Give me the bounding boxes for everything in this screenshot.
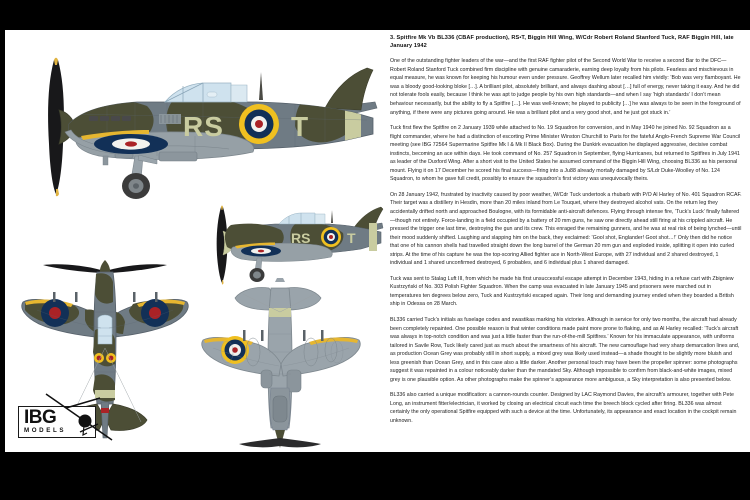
logo-airplane-nose [79, 415, 92, 428]
fuselage-roundel-small [321, 227, 341, 247]
fuselage-vent [159, 114, 181, 124]
code-letters-left: RS [183, 111, 224, 142]
artwork-column [5, 30, 380, 452]
caption-paragraph-1: One of the outstanding fighter leaders of the war—and the first RAF fighter pilot of the Second World War to receive a second Bar to the DFC—Robert Roland Stanford Tuck combined firm discipline with genuine camaraderie, earning deep loyalty from his pilots. Fearless and mischievous in equal measure, he was known for keeping his humour even under pressure. Geoffrey Wellum later recalled him vividly: ‘Bob was very flamboyant. He was a bloody good-looking bloke […]. A brilliant pilot, absolutely brilliant, and always dashing about […] full of energy, never taking it easy. And he did not tolerate fools easily, because I think he was apt to judge people by his own high standards—and when I say ‘high standards’ I don’t mean behaviour necessarily, but the ability to fly a Spitfire […]. He was well-known; he played to publicity […] he was always to be seen in the foreground of anything, if there were any pictures going around. He was a brilliant pilot and a very good shot, and he just got stuck in.’ [390, 58, 741, 116]
radiator [159, 152, 197, 161]
main-undercarriage [122, 155, 157, 199]
profile-sheet-page [5, 30, 750, 452]
caption-paragraph-4: Tuck was sent to Stalag Luft III, from which he made his first unsuccessful escape attempt in December 1943, hiding in a refuse cart with Zbigniew Kustrzyński of No. 303 Polish Fighter Squadron. When the camp was evacuated in late January 1945 and prisoners were marched out in temperatures ten degrees below zero, Tuck and Kustrzyński escaped again. Their long and demanding journey ended when they boarded a British ship in Odessa on 28 March. [390, 275, 734, 308]
code-letters-right-small: T [347, 230, 356, 246]
caption-column [380, 30, 750, 452]
aerial-mast [259, 72, 263, 100]
caption-title: 3. Spitfire Mk Vb BL336 (CBAF production), RS•T, Biggin Hill Wing, W/Cdr Robert Roland Stanford Tuck, RAF Biggin Hill, late January 1942 [390, 35, 734, 50]
oil-cooler-under [261, 370, 272, 388]
logo-brand-text: IBG [24, 407, 57, 428]
canopy-small [279, 213, 325, 224]
logo-subtitle-text: MODELS [24, 427, 67, 434]
underwing-roundel [94, 134, 168, 154]
logo-airplane-icon [14, 392, 132, 444]
ibg-models-logo [14, 392, 132, 444]
view-port-side-profile-large [7, 52, 377, 202]
caption-paragraph-3: On 28 January 1942, frustrated by inactivity caused by poor weather, W/Cdr Tuck undertook a rhubarb with P/O Al Harley of No. 401 Squadron RCAF. Their target was a distillery in Hesdin, more than 20 miles inland from Le Touquet, where they destroyed alcohol vats. On the return leg they accidentally drifted north and approached Boulogne, with its formidable anti-aircraft defences. Flying through intense fire, ‘Tuck’s Luck’ finally faltered—though not entirely. Force-landing in a field occupied by a battery of 20 mm guns, he saw one directly ahead still firing at his crippled aircraft. He pressed the trigger one last time, destroying the gun and its crew. This enraged the remaining gunners, and he was at real risk of being lynched—until their mood suddenly shifted. Laughing and slapping him on the back, they exclaimed: ‘Gool shot, Englander! Goot shot…!’ Only then did he notice that one of his cannon shells had travelled straight down the long barrel of the German 20 mm gun and exploded inside, splitting it open into curled strips. At the time of his capture he was the top-scoring Allied fighter ace in North-West Europe, with 27 individual and 2 shared destroyed, 1 individual and 1 shared unconfirmed destroyed, 6 probables, and 6 individual plus 1 shared damaged. [390, 191, 742, 267]
code-letters-left-small: RS [291, 230, 311, 246]
caption-paragraph-5: BL336 carried Tuck’s initials as fuselage codes and swastikas marking his victories. Although in service for only two months, the aircraft had already been completely repainted. One possible reason is that winter conditions made paint more prone to flaking, and as Al Harley recalled: ‘Tuck’s aircraft was always in top-notch condition and was just a little faster than the run-of-the-mill Spitfires.’ Known for his immaculate appearance, with uniforms tailored in Savile Row, Tuck likely cared just as much about the smartness of his aircraft. The new camouflage had very sharp demarcation lines and, as production Ocean Grey was probably still in short supply, a mixed grey was likely used instead—a shade thought to be slightly more bluish and less greenish than Ocean Grey, and in this case also a little darker. Another personal touch may have been the propeller spinner: some photographs suggest it was repainted in a colour noticeably darker than the mandated Sky. Although impossible to confirm from black-and-white images, mixed grey is one plausible option. As other photographs make the spinner’s appearance more ambiguous, a Sky interpretation is also presented below. [390, 316, 740, 383]
canopy [165, 83, 247, 102]
caption-paragraph-2: Tuck first flew the Spitfire on 2 January 1939 while attached to No. 19 Squadron for conversion, and in May 1940 he joined No. 92 Squadron as a flight commander, where he had a distinction of escorting Prime Minister Winston Churchill to Paris for the fateful Anglo-French Supreme War Council meeting (see IBG 72564 Supermarine Spitfire Mk I & Mk II Black Box). During the Dunkirk evacuation he displayed aggressive, decisive combat instincts, becoming an ace within days. He took command of No. 257 Squadron in September, flying Hurricanes, but returned to Spitfires in July 1941 as leader of the Duxford Wing. After a short visit to the United States he assumed command of the Biggin Hill Wing, choosing BL336 as his personal mount. Flying it on 17 December he scored his final success—firing into a Ju88 already mortally damaged by S/Ldr Duke-Woolley of No. 124 Squadron, to whom he gave full credit, possibly to ensure the squadron’s first victory was unequivocally theirs. [390, 125, 741, 183]
fuselage-roundel [239, 104, 279, 144]
caption-paragraph-6: BL336 also carried a unique modification: a cannon-rounds counter. Designed by LAC Raymond Davies, the aircraft’s armourer, together with Pete Long, an instrument fitter/electrician, it worked by closing an electrical circuit each time the breech block cycled after firing. BL336 was almost certainly the only operational Spitfire equipped with such a device at the time. Unfortunately, its appearance and exact location in the cockpit remain unknown. [390, 392, 737, 424]
code-letters-right: T [291, 111, 309, 142]
carburettor-intake [273, 396, 287, 422]
underwing-roundel-small [241, 246, 281, 257]
view-bottom-plan [191, 278, 373, 450]
canopy-top [98, 315, 112, 344]
